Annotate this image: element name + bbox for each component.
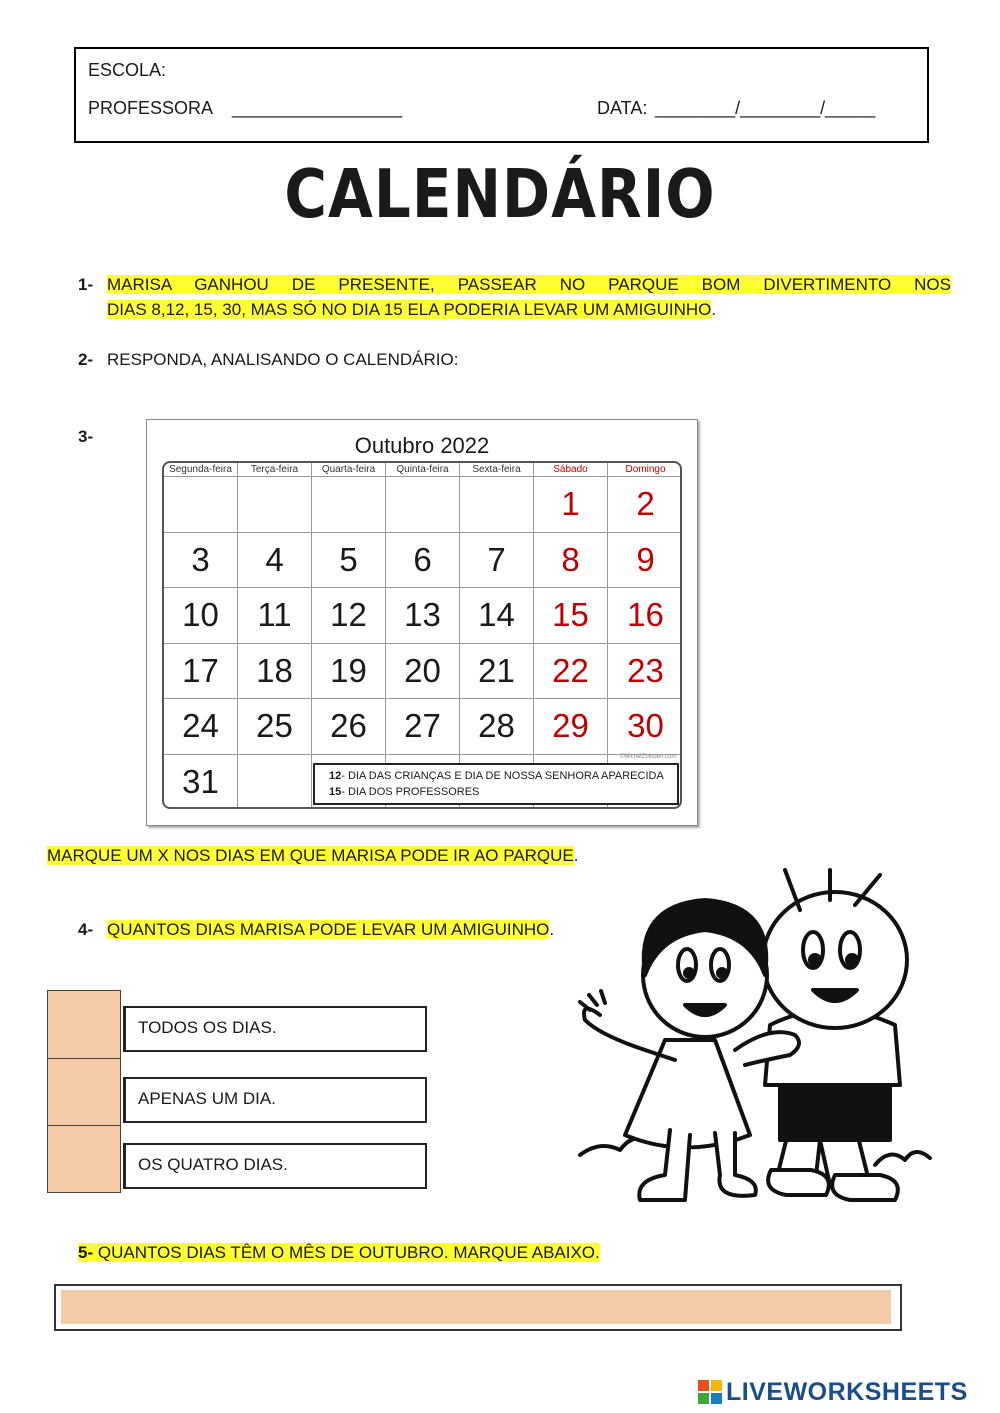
q2-number: 2- <box>78 350 94 369</box>
weekday-header: Domingo <box>608 463 682 477</box>
calendar-day[interactable]: 31 <box>164 755 238 810</box>
calendar-day[interactable]: 25 <box>238 699 312 755</box>
note2-num: 15 <box>329 786 342 798</box>
q1-number: 1- <box>78 275 94 294</box>
calendar-day[interactable]: 6 <box>386 533 460 589</box>
calendar-empty-cell <box>386 477 460 533</box>
calendar-credit: ©MichelZbinden.com <box>620 754 677 760</box>
calendar-grid <box>162 461 682 809</box>
calendar-day[interactable]: 16 <box>608 588 682 644</box>
calendar-day[interactable]: 27 <box>386 699 460 755</box>
calendar-day[interactable]: 9 <box>608 533 682 589</box>
option-todos-os-dias: TODOS OS DIAS. <box>123 1006 427 1052</box>
q5-answer-input[interactable] <box>61 1290 891 1324</box>
calendar-day[interactable]: 5 <box>312 533 386 589</box>
teacher-label: PROFESSORA <box>88 98 214 118</box>
q5 <box>78 1240 600 1265</box>
calendar-empty-cell <box>460 477 534 533</box>
q4-number: 4- <box>78 920 94 939</box>
calendar-empty-cell <box>312 477 386 533</box>
weekday-header: Segunda-feira <box>164 463 238 477</box>
weekday-header: Quarta-feira <box>312 463 386 477</box>
date-label: DATA: <box>597 98 648 118</box>
calendar-day[interactable]: 22 <box>534 644 608 700</box>
calendar-day[interactable]: 15 <box>534 588 608 644</box>
calendar-day[interactable]: 30 <box>608 699 682 755</box>
instruction-text: MARQUE UM X NOS DIAS EM QUE MARISA PODE IR AO PARQUE <box>47 846 574 865</box>
calendar-day[interactable]: 20 <box>386 644 460 700</box>
q1-line2: DIAS 8,12, 15, 30, MAS SÓ NO DIA 15 ELA PODERIA LEVAR UM AMIGUINHO <box>107 300 712 319</box>
answer-checkbox-3[interactable] <box>47 1125 121 1193</box>
q5-number: 5- <box>78 1243 94 1262</box>
calendar-day[interactable]: 7 <box>460 533 534 589</box>
calendar-empty-cell <box>164 477 238 533</box>
calendar-day[interactable]: 18 <box>238 644 312 700</box>
brand-logo-icon <box>698 1380 722 1409</box>
calendar-day[interactable]: 13 <box>386 588 460 644</box>
calendar-day[interactable]: 29 <box>534 699 608 755</box>
date-blank: ________/________/_____ <box>655 98 876 118</box>
calendar-title: Outubro 2022 <box>354 433 490 458</box>
header-box <box>74 47 929 143</box>
calendar-day[interactable]: 1 <box>534 477 608 533</box>
option-apenas-um-dia: APENAS UM DIA. <box>123 1077 427 1123</box>
answer-checkbox-1[interactable] <box>47 990 121 1059</box>
calendar-day[interactable]: 24 <box>164 699 238 755</box>
q1-line1: MARISA GANHOU DE PRESENTE, PASSEAR NO PARQUE BOM DIVERTIMENTO NOS <box>107 275 951 294</box>
weekday-header: Sábado <box>534 463 608 477</box>
calendar-day[interactable]: 23 <box>608 644 682 700</box>
brand-name: LIVEWORKSHEETS <box>726 1378 968 1406</box>
note1-text: - DIA DAS CRIANÇAS E DIA DE NOSSA SENHORA APARECIDA <box>341 770 664 782</box>
calendar-day[interactable]: 10 <box>164 588 238 644</box>
q2-text: RESPONDA, ANALISANDO O CALENDÁRIO: <box>107 350 459 369</box>
weekday-header: Sexta-feira <box>460 463 534 477</box>
q3-number: 3- <box>78 427 94 446</box>
calendar-day[interactable]: 11 <box>238 588 312 644</box>
page-title: CALENDÁRIO <box>284 154 716 234</box>
calendar-note <box>313 763 679 805</box>
calendar-day[interactable]: 2 <box>608 477 682 533</box>
calendar-day[interactable]: 17 <box>164 644 238 700</box>
q5-text: QUANTOS DIAS TÊM O MÊS DE OUTUBRO. MARQUE ABAIXO. <box>97 1243 600 1262</box>
calendar-day[interactable]: 3 <box>164 533 238 589</box>
calendar-day[interactable]: 19 <box>312 644 386 700</box>
calendar-day[interactable]: 12 <box>312 588 386 644</box>
calendar-day[interactable]: 14 <box>460 588 534 644</box>
q4-end: . <box>549 920 555 939</box>
weekday-header: Terça-feira <box>238 463 312 477</box>
weekday-header: Quinta-feira <box>386 463 460 477</box>
school-label: ESCOLA: <box>88 60 167 80</box>
calendar-empty-cell <box>238 755 312 810</box>
note2-text: - DIA DOS PROFESSORES <box>341 786 480 798</box>
instruction <box>47 843 579 868</box>
q4-question: QUANTOS DIAS MARISA PODE LEVAR UM AMIGUINHO <box>107 920 550 939</box>
note1-num: 12 <box>329 770 342 782</box>
instruction-end: . <box>573 846 579 865</box>
answer-checkbox-2[interactable] <box>47 1058 121 1126</box>
q4-text <box>107 917 554 942</box>
calendar-day[interactable]: 28 <box>460 699 534 755</box>
calendar-empty-cell <box>238 477 312 533</box>
calendar-day[interactable]: 26 <box>312 699 386 755</box>
q1-line2-end: . <box>711 300 717 319</box>
option-os-quatro-dias: OS QUATRO DIAS. <box>123 1143 427 1189</box>
calendar-day[interactable]: 4 <box>238 533 312 589</box>
calendar-day[interactable]: 21 <box>460 644 534 700</box>
calendar-day[interactable]: 8 <box>534 533 608 589</box>
q1-text <box>107 272 951 322</box>
children-illustration <box>575 865 935 1220</box>
teacher-blank: _________________ <box>232 98 403 118</box>
